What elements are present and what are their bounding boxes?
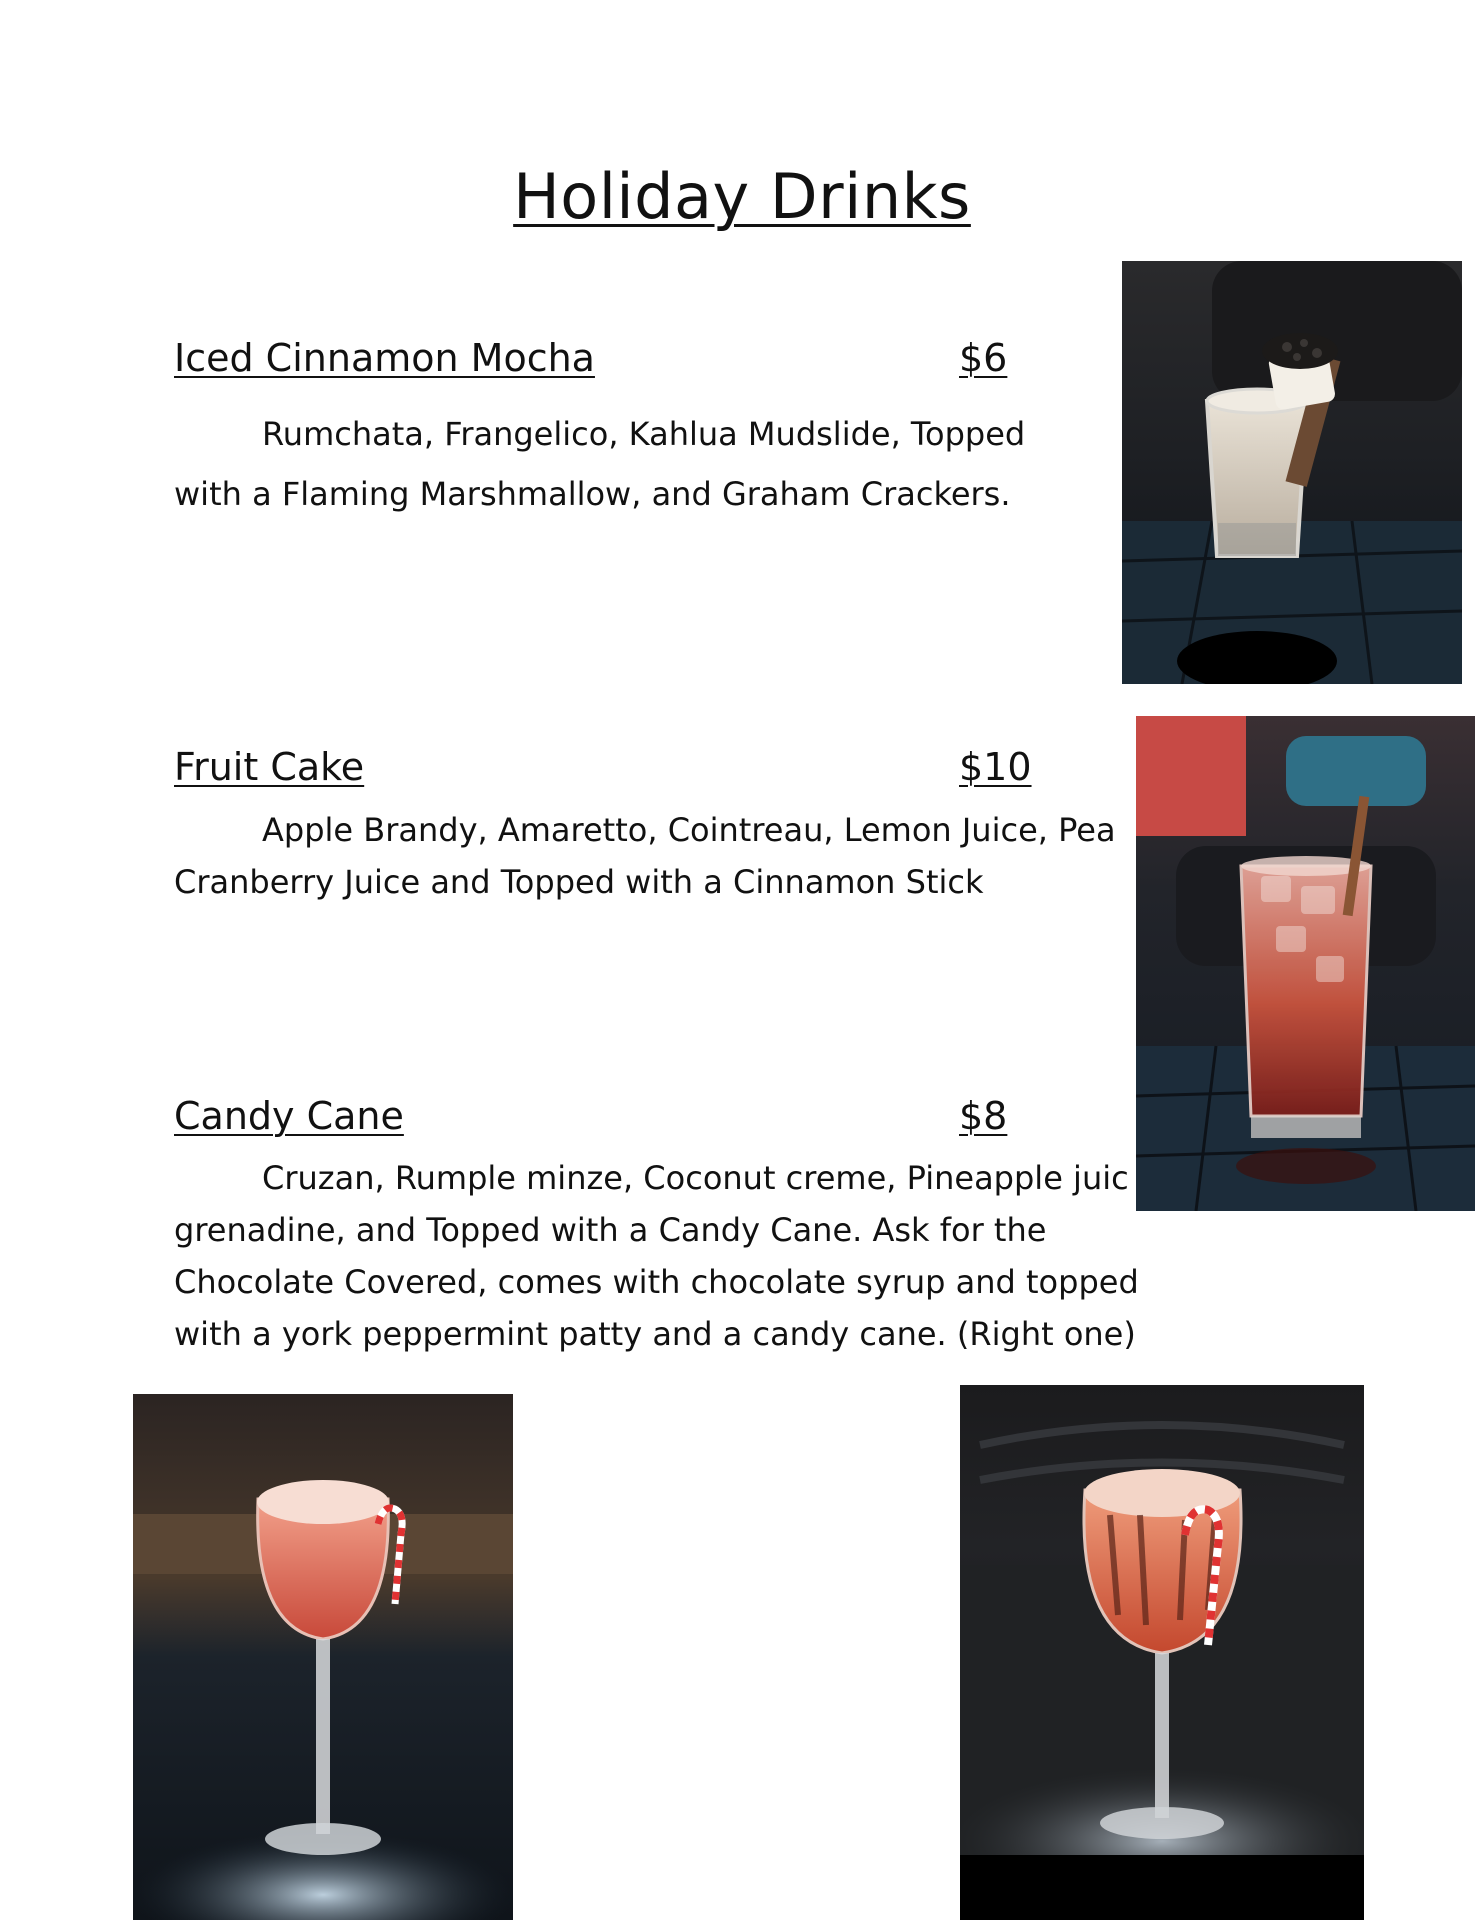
description-line: with a york peppermint patty and a candy cane. (Right one) [174,1315,1136,1353]
description-line: Chocolate Covered, comes with chocolate syrup and topped [174,1263,1139,1301]
page-title: Holiday Drinks [513,160,971,233]
drink-description-iced-cinnamon-mocha [174,404,1154,524]
candy-cane-photo [133,1394,513,1920]
chocolate-candy-cane-photo [960,1385,1364,1920]
drink-name-candy-cane: Candy Cane [174,1094,404,1138]
iced-mocha-photo [1122,261,1462,684]
drink-name-iced-cinnamon-mocha: Iced Cinnamon Mocha [174,336,595,380]
drink-description-fruit-cake [174,804,1134,908]
drink-price-candy-cane: $8 [959,1094,1008,1138]
description-line: Apple Brandy, Amaretto, Cointreau, Lemon Juice, Pea [262,811,1116,849]
description-line: with a Flaming Marshmallow, and Graham Crackers. [174,475,1011,513]
drink-name-fruit-cake: Fruit Cake [174,745,365,789]
description-line: grenadine, and Topped with a Candy Cane. Ask for the [174,1211,1047,1249]
description-line: Cruzan, Rumple minze, Coconut creme, Pineapple juic [262,1159,1129,1197]
fruit-cake-photo [1136,716,1475,1211]
description-line: Cranberry Juice and Topped with a Cinnamon Stick [174,863,984,901]
drink-price-fruit-cake: $10 [959,745,1032,789]
drink-price-iced-cinnamon-mocha: $6 [959,336,1008,380]
description-line: Rumchata, Frangelico, Kahlua Mudslide, Topped [262,415,1026,453]
drink-description-candy-cane [174,1152,1174,1360]
